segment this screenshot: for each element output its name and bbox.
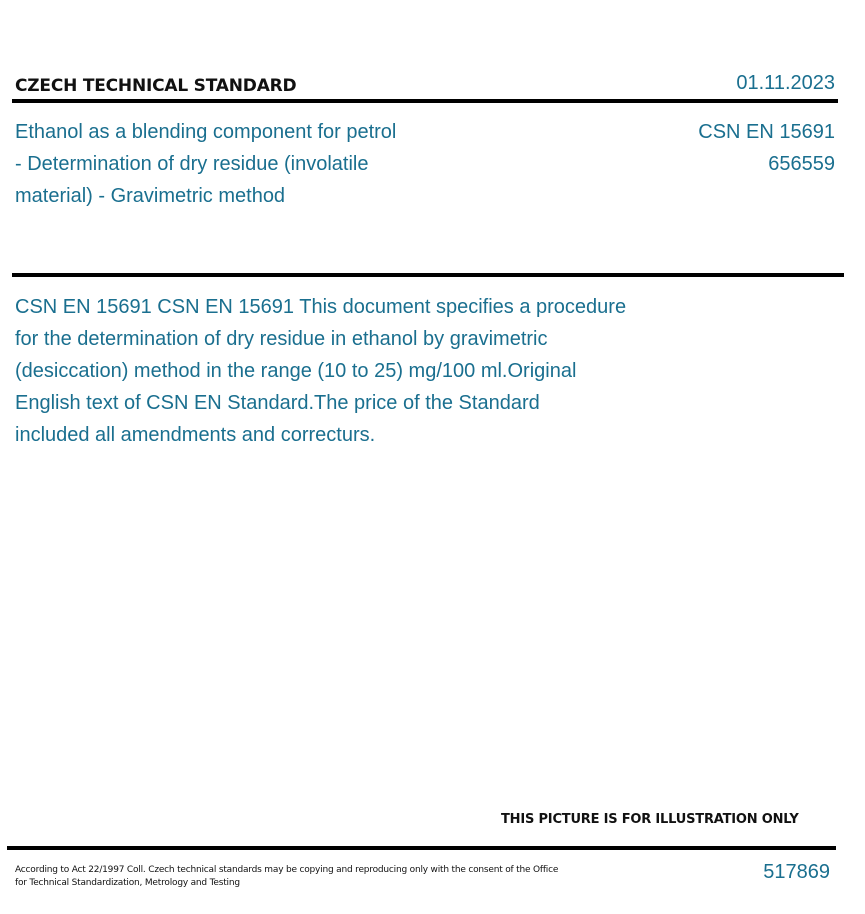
publication-date: 01.11.2023 bbox=[736, 72, 835, 94]
description-line: (desiccation) method in the range (10 to 25) mg/100 ml.Original bbox=[15, 360, 577, 382]
copyright-notice bbox=[15, 864, 615, 890]
standard-code: CSN EN 15691 bbox=[698, 121, 835, 143]
standard-description bbox=[15, 291, 705, 451]
description-line: included all amendments and correcturs. bbox=[15, 424, 376, 446]
description-line: CSN EN 15691 CSN EN 15691 This document specifies a procedure bbox=[15, 296, 627, 318]
description-line: English text of CSN EN Standard.The price of the Standard bbox=[15, 392, 540, 414]
description-line: for the determination of dry residue in ethanol by gravimetric bbox=[15, 328, 548, 350]
class-number: 656559 bbox=[768, 153, 835, 175]
footer-divider bbox=[7, 846, 836, 850]
header-divider bbox=[12, 99, 838, 103]
section-divider bbox=[12, 273, 844, 277]
notice-line: for Technical Standardization, Metrology and Testing bbox=[15, 878, 240, 888]
illustration-disclaimer: THIS PICTURE IS FOR ILLUSTRATION ONLY bbox=[501, 812, 799, 827]
standard-identifiers bbox=[698, 116, 835, 180]
standard-title bbox=[15, 116, 455, 212]
title-line: Ethanol as a blending component for petrol bbox=[15, 121, 397, 143]
title-line: material) - Gravimetric method bbox=[15, 185, 286, 207]
document-type-label: CZECH TECHNICAL STANDARD bbox=[15, 76, 297, 96]
notice-line: According to Act 22/1997 Coll. Czech technical standards may be copying and reproducing only with the consent of the Office bbox=[15, 865, 559, 875]
title-line: - Determination of dry residue (involatile bbox=[15, 153, 369, 175]
catalog-number: 517869 bbox=[763, 861, 830, 883]
